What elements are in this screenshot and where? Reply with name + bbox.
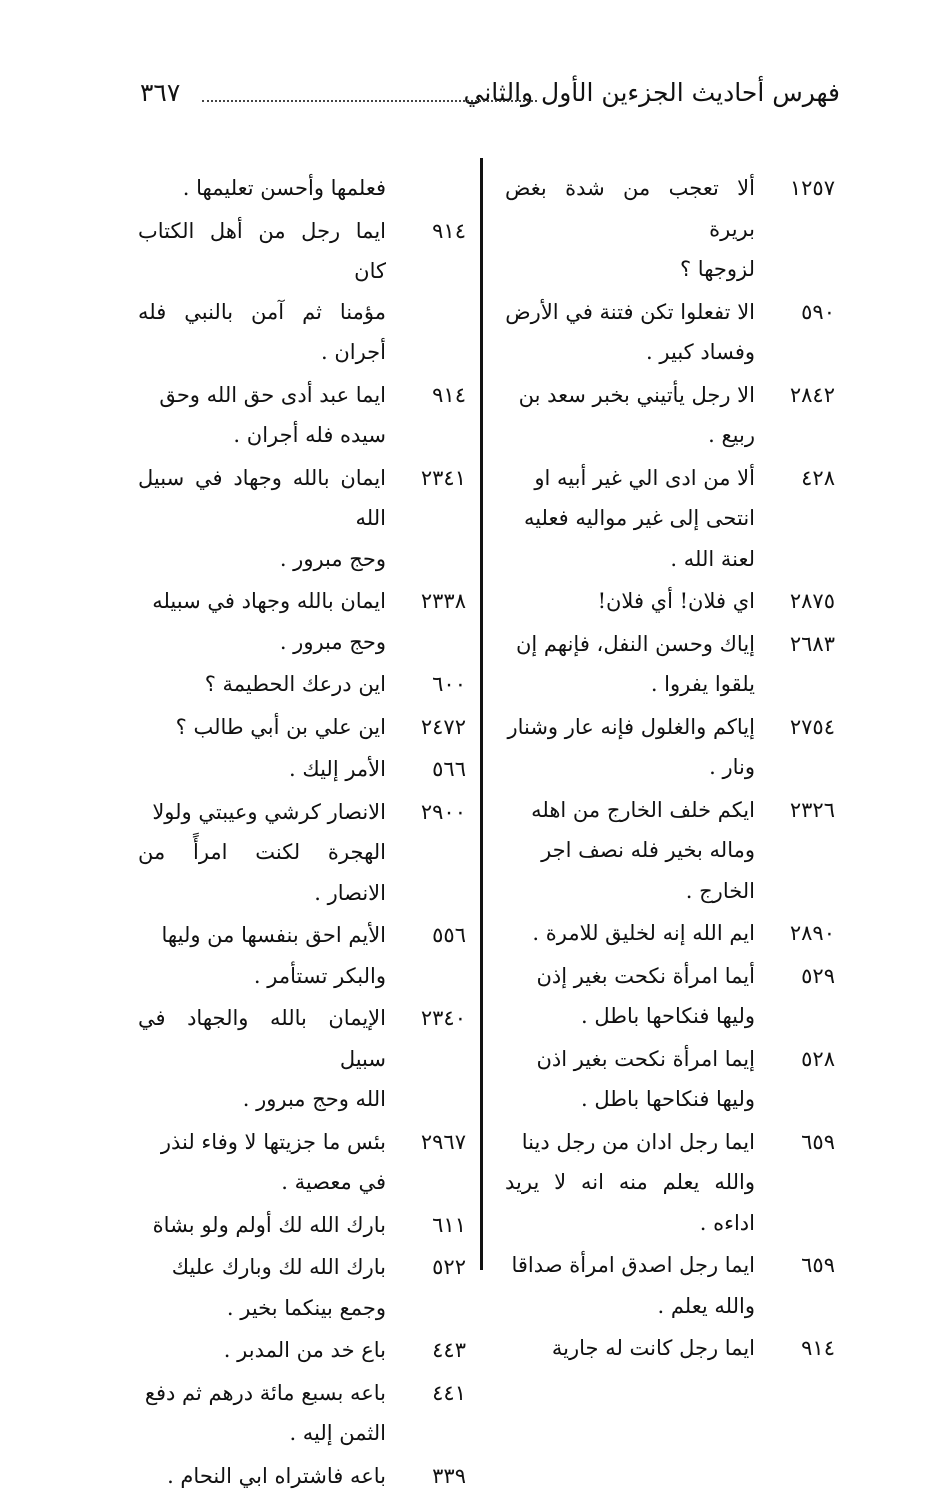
- entry-number: ٤٢٨: [801, 465, 835, 490]
- entry-text: بئس ما جزيتها لا وفاء لنذر في معصية .: [160, 1129, 386, 1194]
- entry-number: ٣٣٩: [432, 1463, 466, 1488]
- index-entry-continuation: [138, 168, 466, 209]
- entry-number: ٥٢٩: [801, 963, 835, 988]
- entry-number: ٥٢٢: [432, 1255, 466, 1279]
- entry-number: ٢٧٥٤: [789, 714, 835, 739]
- index-entry: [138, 1456, 466, 1497]
- entry-number: ٩١٤: [801, 1336, 835, 1360]
- index-entry: [505, 458, 835, 580]
- entry-text: أيما امرأة نكحت بغير إذن وليها فنكاحها باطل .: [536, 963, 755, 1028]
- column-divider: [480, 158, 483, 1270]
- index-entry: [505, 581, 835, 622]
- entry-number: ٢٨٧٥: [789, 589, 835, 613]
- entry-text: بارك الله لك أولم ولو بشاة: [152, 1212, 386, 1237]
- entry-number: ٢٦٨٣: [789, 631, 835, 656]
- page-number: ٣٦٧: [140, 78, 181, 107]
- entry-text: الإيمان بالله والجهاد في سبيل الله وحج مبرور .: [138, 1006, 386, 1111]
- entry-number: ٦٠٠: [432, 672, 466, 696]
- entry-text: ايما عبد أدى حق الله وحق سيده فله أجران .: [159, 382, 386, 447]
- entry-number: ٦١١: [432, 1212, 466, 1237]
- entry-number: ٢٨٤٢: [789, 382, 835, 407]
- index-entry: [138, 211, 466, 373]
- entry-number: ٤٤٣: [432, 1338, 466, 1362]
- index-entry: [138, 1373, 466, 1454]
- index-entry: [138, 1330, 466, 1371]
- entry-text: ألا من ادى الي غير أبيه او انتحى إلى غير مواليه فعليه لعنة الله .: [523, 465, 755, 571]
- index-entry: [505, 913, 835, 954]
- entry-text: ايما رجل اصدق امرأة صداقا والله يعلم .: [511, 1253, 755, 1318]
- entry-text: بارك الله لك وبارك عليك وجمع بينكما بخير .: [171, 1255, 386, 1320]
- page-header: [140, 78, 840, 128]
- index-entry: [138, 998, 466, 1120]
- entry-text: الا تفعلوا تكن فتنة في الأرض وفساد كبير .: [505, 299, 755, 364]
- index-entry: [505, 1039, 835, 1120]
- index-entry: [505, 168, 835, 290]
- entry-number: ٢٣٢٦: [789, 797, 835, 822]
- entry-number: ٢٤٧٢: [420, 714, 466, 739]
- entry-text: الأيم احق بنفسها من وليها والبكر تستأمر .: [161, 923, 386, 988]
- index-entry: [138, 749, 466, 790]
- entry-text: ايما رجل كانت له جارية: [551, 1336, 755, 1360]
- index-entry: [138, 581, 466, 662]
- entry-text: إياكم والغلول فإنه عار وشنار ونار .: [507, 714, 755, 779]
- entry-text: إيما امرأة نكحت بغير اذن وليها فنكاحها باطل .: [536, 1046, 755, 1111]
- entry-number: [386, 168, 466, 209]
- entry-text: فعلمها وأحسن تعليمها .: [182, 176, 386, 200]
- entry-text: ايمان بالله وجهاد في سبيله وحج مبرور .: [152, 589, 386, 654]
- index-entry: [138, 664, 466, 705]
- entry-number: ٢٣٤١: [420, 465, 466, 490]
- entry-text: اي فلان! أي فلان!: [597, 589, 755, 613]
- entry-number: ٢٩٦٧: [420, 1129, 466, 1154]
- index-entry: [505, 956, 835, 1037]
- index-entry: [138, 1247, 466, 1328]
- entry-text: باعه بسبع مائة درهم ثم دفع الثمن إليه .: [144, 1380, 386, 1445]
- entry-number: ٩١٤: [432, 382, 466, 407]
- entry-text: إياك وحسن النفل، فإنهم إن يلقوا يفروا .: [516, 631, 755, 696]
- entry-number: ٤٤١: [432, 1380, 466, 1405]
- index-entry: [505, 1122, 835, 1244]
- index-entry: [505, 707, 835, 788]
- header-dotted-leader: [202, 100, 537, 102]
- entry-number: ٥٢٨: [801, 1046, 835, 1071]
- entry-text: الا رجل يأتيني بخبر سعد بن ربيع .: [518, 382, 755, 447]
- entry-number: ٥٦٦: [432, 757, 466, 781]
- index-entry: [505, 1245, 835, 1326]
- entry-text: اين علي بن أبي طالب ؟: [175, 714, 386, 739]
- entry-number: ٥٥٦: [432, 923, 466, 947]
- index-entry: [138, 458, 466, 580]
- entry-text: ايمان بالله وجهاد في سبيل الله وحج مبرور .: [138, 465, 386, 571]
- index-entry: [138, 1122, 466, 1203]
- index-entry: [505, 375, 835, 456]
- entry-text: الأمر إليك .: [289, 757, 386, 781]
- entry-text: الانصار كرشي وعيبتي ولولا الهجرة لكنت امرأً من الانصار .: [138, 799, 386, 905]
- entry-number: ٢٣٤٠: [420, 1006, 466, 1030]
- entry-text: ألا تعجب من شدة بغض بريرة لزوجها ؟: [505, 176, 755, 281]
- index-entry: [138, 375, 466, 456]
- entry-text: ايما رجل من أهل الكتاب كان مؤمنا ثم آمن بالنبي فله أجران .: [138, 218, 386, 364]
- entry-number: ١٢٥٧: [789, 176, 835, 200]
- entry-text: اين درعك الحطيمة ؟: [204, 672, 386, 696]
- entry-number: ٢٣٣٨: [420, 589, 466, 613]
- entry-number: ٦٥٩: [801, 1253, 835, 1277]
- index-entry: [505, 790, 835, 912]
- index-entry: [138, 707, 466, 748]
- entry-number: ٩١٤: [432, 218, 466, 243]
- entry-text: باعه فاشتراه ابي النحام .: [167, 1463, 386, 1488]
- left-column: [138, 168, 466, 1498]
- index-entry: [138, 915, 466, 996]
- entry-text: ايم الله إنه لخليق للامرة .: [532, 921, 755, 945]
- index-entry: [138, 792, 466, 914]
- entry-text: ايكم خلف الخارج من اهله وماله بخير فله نصف اجر الخارج .: [531, 797, 755, 903]
- index-entry: [505, 292, 835, 373]
- entry-number: ٥٩٠: [801, 299, 835, 324]
- entry-number: ٢٩٠٠: [420, 799, 466, 824]
- entry-text: ايما رجل ادان من رجل دينا والله يعلم منه انه لا يريد اداءه .: [505, 1129, 755, 1235]
- index-entry: [138, 1205, 466, 1246]
- entry-number: ٢٨٩٠: [789, 921, 835, 945]
- entry-text: باع خد من المدبر .: [223, 1338, 386, 1362]
- right-column: [505, 168, 835, 1371]
- entry-number: ٦٥٩: [801, 1129, 835, 1154]
- page-title: فهرس أحاديث الجزءين الأول والثاني: [463, 78, 840, 107]
- index-entry: [505, 1328, 835, 1369]
- index-entry: [505, 624, 835, 705]
